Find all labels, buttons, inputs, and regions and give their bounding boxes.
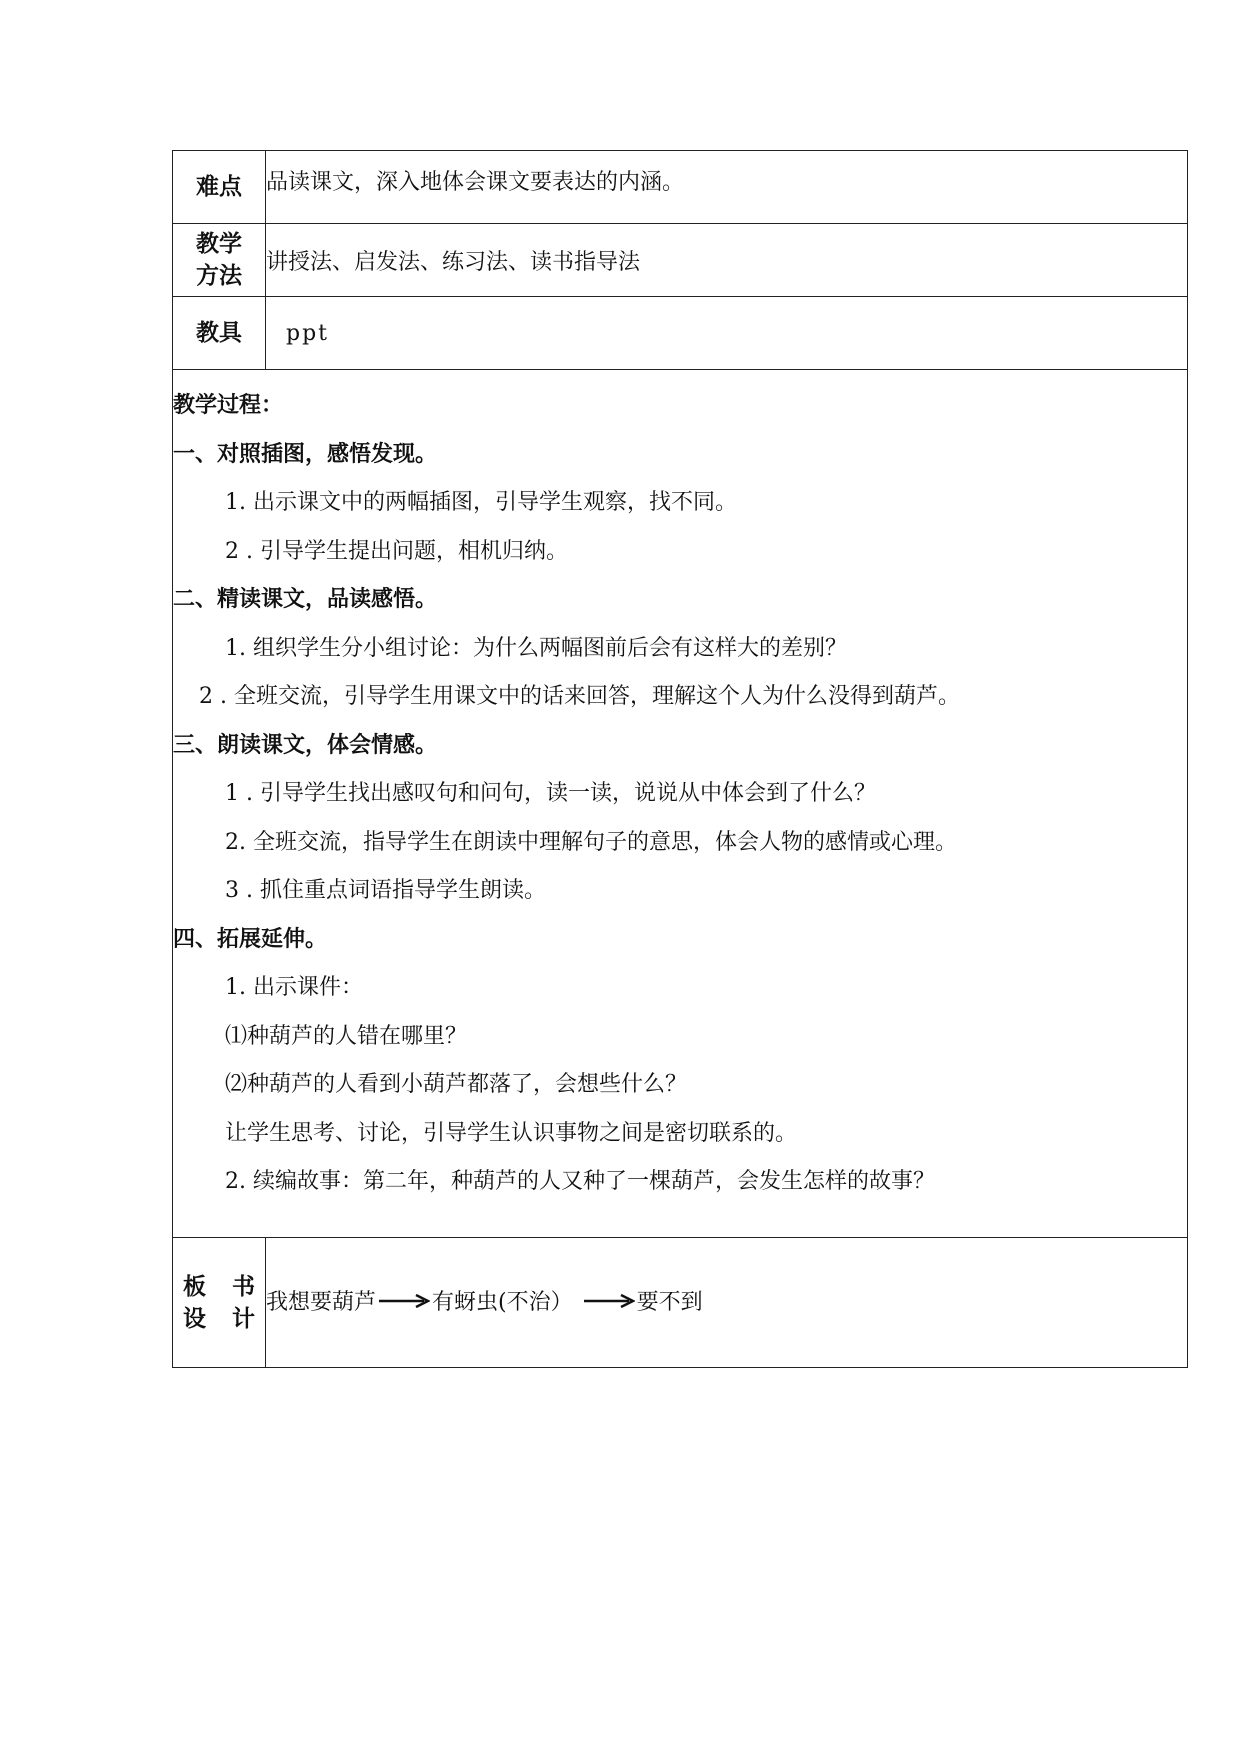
board-label-char: 板 [183, 1273, 206, 1300]
difficulty-row [173, 151, 1188, 224]
lesson-plan-sheet [172, 150, 1188, 1368]
process-step: 2. 续编故事：第二年，种葫芦的人又种了一棵葫芦，会发生怎样的故事？ [225, 1169, 935, 1195]
method-row [173, 224, 1188, 297]
section-heading-4: 四、拓展延伸。 [173, 926, 328, 952]
method-label [173, 224, 266, 297]
process-step: 让学生思考、讨论，引导学生认识事物之间是密切联系的。 [225, 1120, 798, 1146]
board-label-char: 计 [232, 1305, 255, 1332]
method-value: 讲授法、启发法、练习法、读书指导法 [266, 224, 1188, 297]
process-question: ⑵种葫芦的人看到小葫芦都落了，会想些什么？ [225, 1072, 688, 1098]
long-right-arrow-icon [378, 1293, 430, 1309]
section-heading-2: 二、精读课文，品读感悟。 [173, 587, 438, 613]
tools-label: 教具 [173, 297, 266, 370]
board-step-1: 我想要葫芦 [266, 1290, 377, 1315]
board-label-char: 书 [232, 1273, 255, 1300]
board-design-row [173, 1238, 1188, 1368]
board-step-2: 有蚜虫(不治） [432, 1290, 573, 1315]
process-step: 2 . 引导学生提出问题，相机归纳。 [225, 538, 568, 564]
tools-value: ppt [266, 297, 1188, 370]
board-design-label [173, 1238, 266, 1368]
process-question: ⑴种葫芦的人错在哪里？ [225, 1023, 468, 1049]
process-row [173, 370, 1188, 1238]
process-step: 1. 出示课件： [225, 975, 363, 1001]
process-step: 2. 全班交流，指导学生在朗读中理解句子的意思，体会人物的感情或心理。 [225, 829, 957, 855]
section-heading-3: 三、朗读课文，体会情感。 [173, 732, 438, 758]
method-label-line2: 方法 [196, 263, 242, 289]
long-right-arrow-icon [583, 1293, 635, 1309]
difficulty-label: 难点 [173, 151, 266, 224]
process-step: 1. 出示课文中的两幅插图，引导学生观察，找不同。 [225, 490, 737, 516]
process-title: 教学过程： [173, 393, 284, 419]
process-step: 1. 组织学生分小组讨论：为什么两幅图前后会有这样大的差别？ [225, 635, 847, 661]
tools-row [173, 297, 1188, 370]
lesson-plan-table [172, 150, 1188, 1368]
difficulty-value: 品读课文，深入地体会课文要表达的内涵。 [266, 151, 1188, 224]
process-cell [173, 370, 1188, 1238]
process-step: 1 . 引导学生找出感叹句和问句，读一读，说说从中体会到了什么？ [225, 781, 876, 807]
board-design-content [266, 1238, 1188, 1368]
board-step-3: 要不到 [636, 1290, 703, 1315]
process-step: 2 . 全班交流，引导学生用课文中的话来回答，理解这个人为什么没得到葫芦。 [199, 684, 960, 710]
board-label-char: 设 [183, 1305, 206, 1332]
process-step: 3 . 抓住重点词语指导学生朗读。 [225, 878, 546, 904]
method-label-line1: 教学 [196, 231, 242, 257]
section-heading-1: 一、对照插图，感悟发现。 [173, 441, 438, 467]
board-flow [266, 1285, 1187, 1316]
